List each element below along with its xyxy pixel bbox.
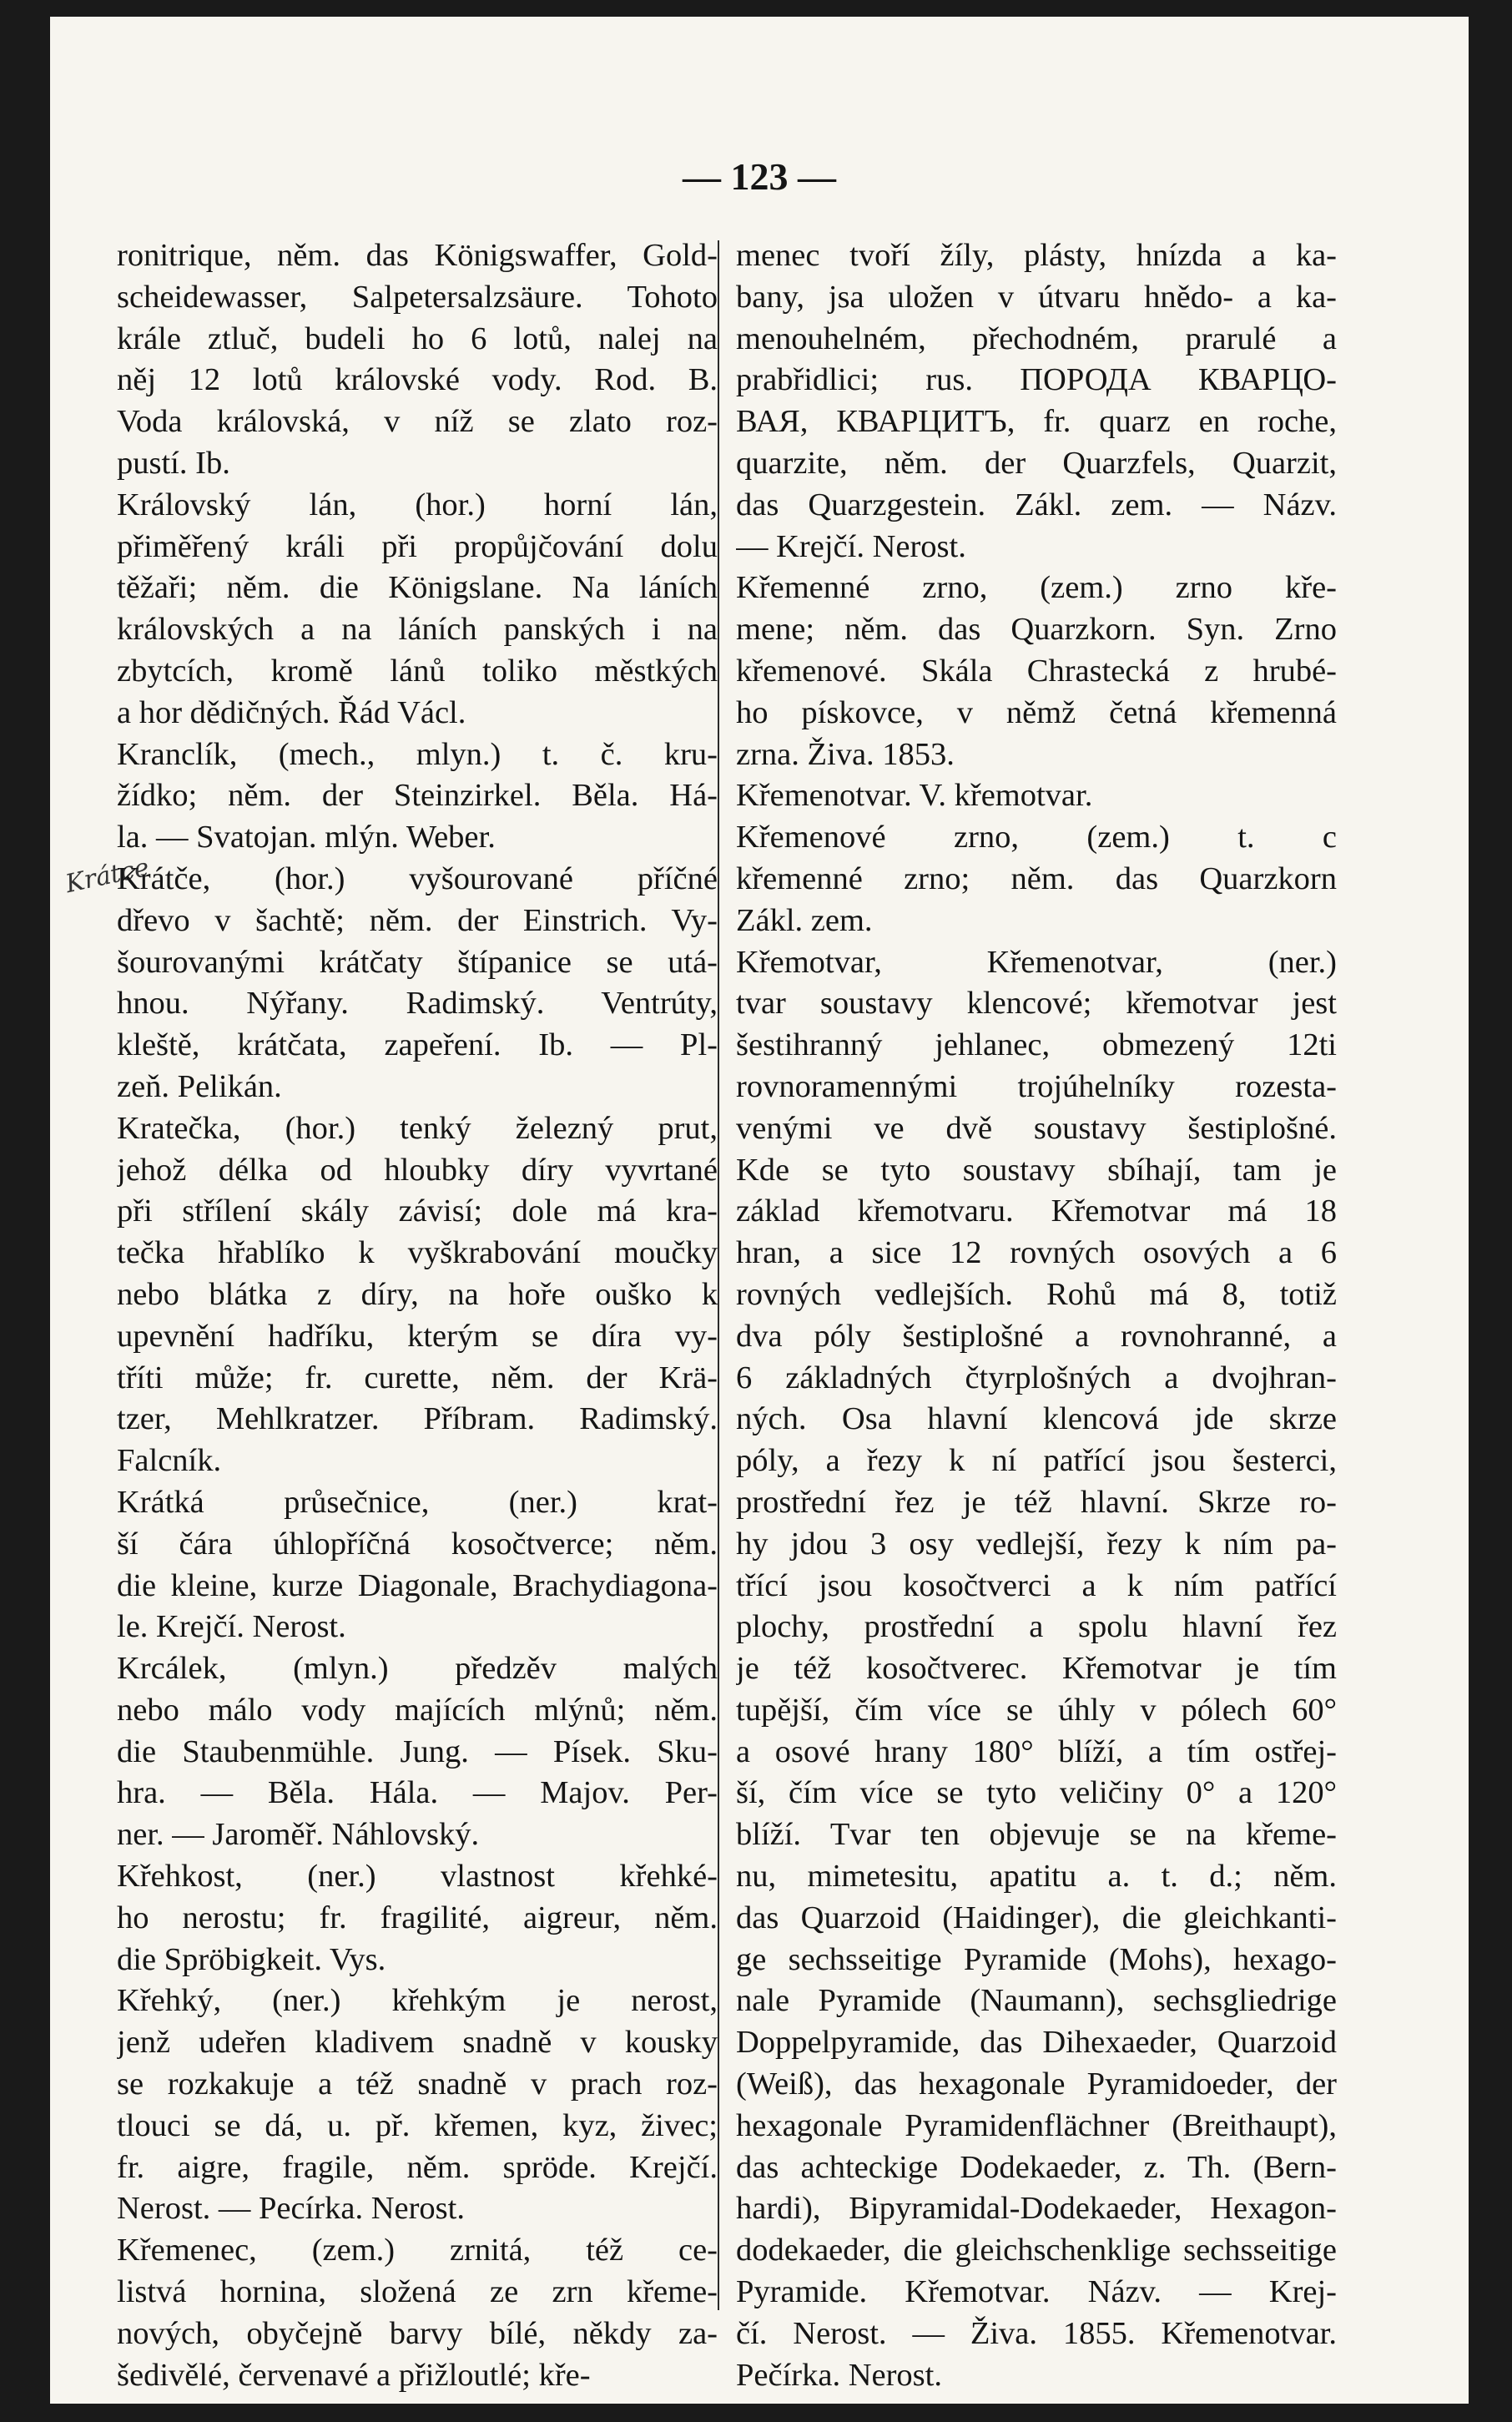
text-line: dřevo v šachtě; něm. der Einstrich. Vy- <box>117 902 718 938</box>
text-line: dva póly šestiplošné a rovnohranné, a <box>736 1318 1337 1354</box>
page-number: — 123 — <box>683 155 836 198</box>
text-line: bany, jsa uložen v útvaru hnědo- a ka- <box>736 279 1337 315</box>
text-line: quarzite, něm. der Quarzfels, Quarzit, <box>736 445 1337 481</box>
text-line: tupější, čím více se úhly v pólech 60° <box>736 1692 1337 1728</box>
text-line: Kranclík, (mech., mlyn.) t. č. kru- <box>117 736 718 772</box>
text-line: Krátká průsečnice, (ner.) krat- <box>117 1484 718 1520</box>
text-line: Pyramide. Křemotvar. Názv. — Krej- <box>736 2274 1337 2310</box>
text-line: rovnoramennými trojúhelníky rozesta- <box>736 1068 1337 1104</box>
text-line: Krátče, (hor.) vyšourované příčné <box>117 860 718 896</box>
text-line: ner. — Jaroměř. Náhlovský. <box>117 1817 480 1853</box>
text-line: dodekaeder, die gleichschenklige sechsseitige <box>736 2233 1337 2268</box>
text-line: póly, a řezy k ní patřící jsou šesterci, <box>736 1443 1337 1479</box>
text-line: šourovanými krátčaty štípanice se utá- <box>117 944 718 980</box>
text-line: kleště, krátčata, zapeření. Ib. — Pl- <box>117 1027 718 1063</box>
text-line: Nerost. — Pecírka. Nerost. <box>117 2191 465 2227</box>
text-line: hnou. Nýřany. Radimský. Ventrúty, <box>117 986 718 1022</box>
text-line: královských a na láních panských i na <box>117 612 718 648</box>
text-line: je též kosočtverec. Křemotvar je tím <box>736 1651 1337 1687</box>
text-line: Křemotvar, Křemenotvar, (ner.) <box>736 944 1337 980</box>
text-line: plochy, prostřední a spolu hlavní řez <box>736 1609 1337 1645</box>
text-line: nale Pyramide (Naumann), sechsgliedrige <box>736 1983 1337 2019</box>
text-line: zrna. Živa. 1853. <box>736 736 955 772</box>
text-line: Křehký, (ner.) křehkým je nerost, <box>117 1983 718 2019</box>
text-line: die kleine, kurze Diagonale, Brachydiagona- <box>117 1567 718 1603</box>
text-line: při střílení skály závisí; dole má kra- <box>117 1193 718 1229</box>
text-line: se rozkakuje a též snadně v prach roz- <box>117 2066 718 2102</box>
text-line: a hor dědičných. Řád Václ. <box>117 694 466 730</box>
text-line: ho nerostu; fr. fragilité, aigreur, něm. <box>117 1900 718 1935</box>
text-line: das Quarzgestein. Zákl. zem. — Názv. <box>736 487 1337 522</box>
text-line: šestihranný jehlanec, obmezený 12ti <box>736 1027 1337 1063</box>
text-line: blíží. Tvar ten objevuje se na křeme- <box>736 1817 1337 1853</box>
text-line: die Spröbigkeit. Vys. <box>117 1941 386 1977</box>
text-line: tzer, Mehlkratzer. Příbram. Radimský. <box>117 1401 718 1437</box>
text-line: čí. Nerost. — Živa. 1855. Křemenotvar. <box>736 2315 1337 2351</box>
text-line: ge sechsseitige Pyramide (Mohs), hexago- <box>736 1941 1337 1977</box>
text-line: prabřidlici; rus. ПОРОДА КВАРЦО- <box>736 362 1337 398</box>
text-line: Krcálek, (mlyn.) předzěv malých <box>117 1651 718 1687</box>
text-line: fr. aigre, fragile, něm. spröde. Krejčí. <box>117 2149 718 2185</box>
text-line: Kratečka, (hor.) tenký železný prut, <box>117 1110 718 1146</box>
text-line: Křemenotvar. V. křemotvar. <box>736 778 1093 814</box>
text-line: základ křemotvaru. Křemotvar má 18 <box>736 1193 1337 1229</box>
text-line: přiměřený králi při propůjčování dolu <box>117 528 718 564</box>
text-line: nových, obyčejně barvy bílé, někdy za- <box>117 2315 718 2351</box>
text-line: mene; něm. das Quarzkorn. Syn. Zrno <box>736 612 1337 648</box>
text-line: Křehkost, (ner.) vlastnost křehké- <box>117 1859 718 1895</box>
text-line: das Quarzoid (Haidinger), die gleichkanti- <box>736 1900 1337 1935</box>
text-line: ší čára úhlopříčná kosočtverce; něm. <box>117 1526 718 1562</box>
text-line: nebo málo vody majících mlýnů; něm. <box>117 1692 718 1728</box>
text-line: nebo blátka z díry, na hoře ouško k <box>117 1276 718 1312</box>
column-divider <box>718 240 719 2310</box>
text-line: scheidewasser, Salpetersalzsäure. Tohoto <box>117 279 718 315</box>
text-line: Pečírka. Nerost. <box>736 2357 942 2393</box>
text-line: ВАЯ, КВАРЦИТЪ, fr. quarz en roche, <box>736 404 1337 440</box>
text-line: ho pískovce, v němž četná křemenná <box>736 694 1337 730</box>
text-line: hra. — Běla. Hála. — Majov. Per- <box>117 1775 718 1811</box>
text-line: Zákl. zem. <box>736 902 873 938</box>
dictionary-page <box>50 17 1469 2404</box>
text-line: (Weiß), das hexagonale Pyramidoeder, der <box>736 2066 1337 2102</box>
text-line: zeň. Pelikán. <box>117 1068 282 1104</box>
text-line: zbytcích, kromě lánů toliko městkých <box>117 653 718 689</box>
text-line: ronitrique, něm. das Königswaffer, Gold- <box>117 238 718 273</box>
text-line: tlouci se dá, u. př. křemen, kyz, živec; <box>117 2107 718 2143</box>
text-line: hardi), Bipyramidal-Dodekaeder, Hexagon- <box>736 2191 1337 2227</box>
text-line: Doppelpyramide, das Dihexaeder, Quarzoid <box>736 2025 1337 2061</box>
text-line: šedivělé, červenavé a přižloutlé; kře- <box>117 2357 591 2393</box>
text-line: Voda královská, v níž se zlato roz- <box>117 404 718 440</box>
text-line: menouhelném, přechodném, prarulé a <box>736 320 1337 356</box>
text-line: upevnění hadříku, kterým se díra vy- <box>117 1318 718 1354</box>
text-line: venými ve dvě soustavy šestiplošné. <box>736 1110 1337 1146</box>
text-line: rovných vedlejších. Rohů má 8, totiž <box>736 1276 1337 1312</box>
text-line: tříti může; fr. curette, něm. der Krä- <box>117 1360 718 1395</box>
left-column <box>117 235 718 2396</box>
text-line: ší, čím více se tyto veličiny 0° a 120° <box>736 1775 1337 1811</box>
text-line: křemenové. Skála Chrastecká z hrubé- <box>736 653 1337 689</box>
right-column <box>736 235 1337 2396</box>
handwritten-margin-note: Krátce <box>63 852 152 900</box>
text-line: pustí. Ib. <box>117 445 230 481</box>
text-line: a osové hrany 180° blíží, a tím ostřej- <box>736 1733 1337 1769</box>
text-line: hy jdou 3 osy vedlejší, řezy k ním pa- <box>736 1526 1337 1562</box>
text-line: le. Krejčí. Nerost. <box>117 1609 346 1645</box>
text-line: tvar soustavy klencové; křemotvar jest <box>736 986 1337 1022</box>
text-line: Křemenec, (zem.) zrnitá, též ce- <box>117 2233 718 2268</box>
text-line: hran, a sice 12 rovných osových a 6 <box>736 1235 1337 1271</box>
text-line: 6 základných čtyrplošných a dvojhran- <box>736 1360 1337 1395</box>
text-line: třící jsou kosočtverci a k ním patřící <box>736 1567 1337 1603</box>
text-line: křemenné zrno; něm. das Quarzkorn <box>736 860 1337 896</box>
text-line: nu, mimetesitu, apatitu a. t. d.; něm. <box>736 1859 1337 1895</box>
text-line: Křemenné zrno, (zem.) zrno kře- <box>736 570 1337 606</box>
text-line: těžaři; něm. die Königslane. Na láních <box>117 570 718 606</box>
text-line: Falcník. <box>117 1443 222 1479</box>
text-line: prostřední řez je též hlavní. Skrze ro- <box>736 1484 1337 1520</box>
text-line: die Staubenmühle. Jung. — Písek. Sku- <box>117 1733 718 1769</box>
text-line: das achteckige Dodekaeder, z. Th. (Bern- <box>736 2149 1337 2185</box>
text-line: hexagonale Pyramidenflächner (Breithaupt), <box>736 2107 1337 2143</box>
text-line: ných. Osa hlavní klencová jde skrze <box>736 1401 1337 1437</box>
text-line: listvá hornina, složená ze zrn křeme- <box>117 2274 718 2310</box>
text-line: krále ztluč, budeli ho 6 lotů, nalej na <box>117 320 718 356</box>
text-line: la. — Svatojan. mlýn. Weber. <box>117 820 496 855</box>
text-line: jenž udeřen kladivem snadně v kousky <box>117 2025 718 2061</box>
text-line: Královský lán, (hor.) horní lán, <box>117 487 718 522</box>
text-line: žídko; něm. der Steinzirkel. Běla. Há- <box>117 778 718 814</box>
text-line: jehož délka od hloubky díry vyvrtané <box>117 1152 718 1188</box>
text-line: Kde se tyto soustavy sbíhají, tam je <box>736 1152 1337 1188</box>
text-line: tečka hřablíko k vyškrabování moučky <box>117 1235 718 1271</box>
text-line: Křemenové zrno, (zem.) t. c <box>736 820 1337 855</box>
text-line: menec tvoří žíly, plásty, hnízda a ka- <box>736 238 1337 273</box>
text-line: něj 12 lotů královské vody. Rod. B. <box>117 362 718 398</box>
text-line: — Krejčí. Nerost. <box>736 528 966 564</box>
